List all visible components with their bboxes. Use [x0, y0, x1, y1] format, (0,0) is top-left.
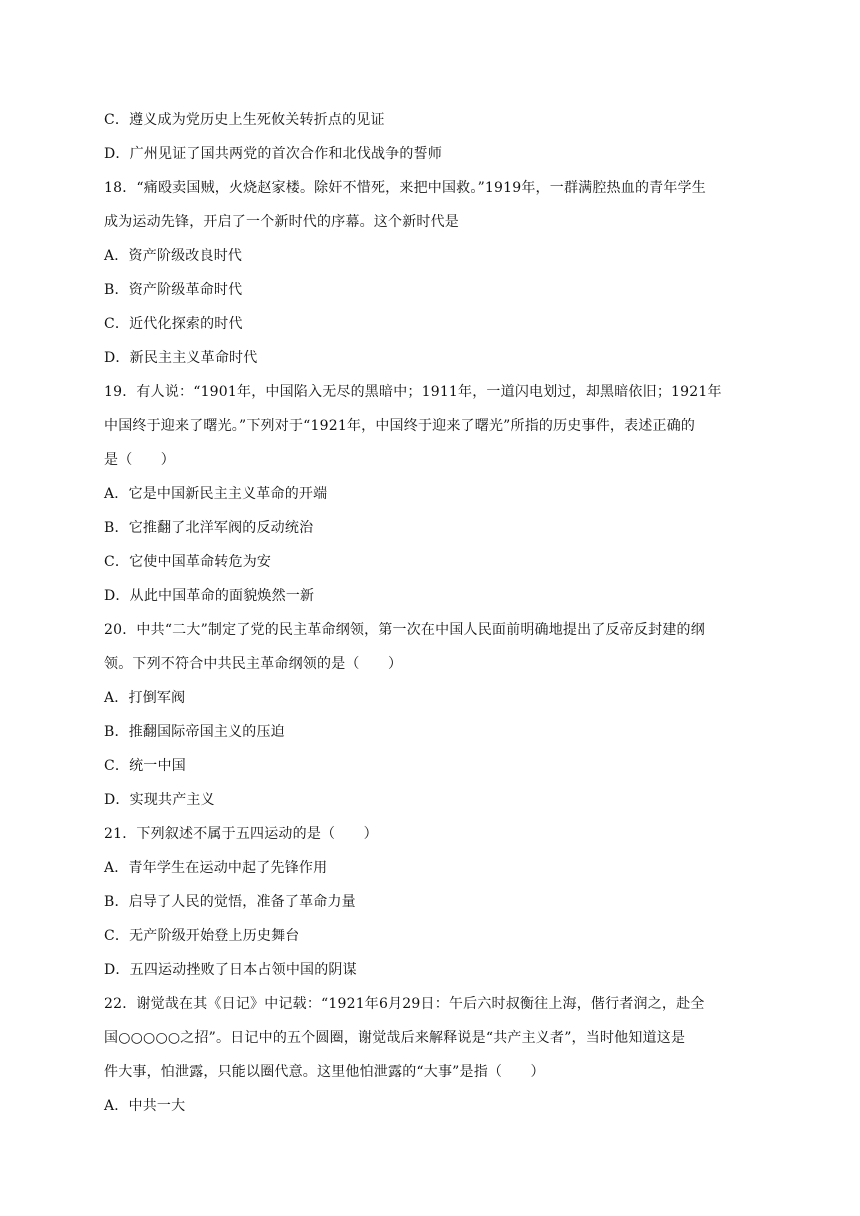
question-22-line-3: 件大事，怕泄露，只能以圈代意。这里他怕泄露的“大事”是指（ ）: [104, 1064, 545, 1080]
question-19-line-3: 是（ ）: [104, 452, 175, 468]
option-21a: A．青年学生在运动中起了先锋作用: [104, 860, 328, 876]
option-19b: B．它推翻了北洋军阀的反动统治: [104, 520, 314, 536]
option-21d: D．五四运动挫败了日本占领中国的阴谋: [104, 962, 357, 978]
option-19d: D．从此中国革命的面貌焕然一新: [104, 588, 315, 604]
option-19a: A．它是中国新民主主义革命的开端: [104, 486, 328, 502]
question-18-line-2: 成为运动先锋，开启了一个新时代的序幕。这个新时代是: [104, 214, 459, 230]
option-18b: B．资产阶级革命时代: [104, 282, 243, 298]
question-20-line-1: 20．中共“二大”制定了党的民主革命纲领，第一次在中国人民面前明确地提出了反帝反封建的纲: [104, 622, 705, 638]
option-18d: D．新民主主义革命时代: [104, 350, 258, 366]
option-19c: C．它使中国革命转危为安: [104, 554, 272, 570]
option-20a: A．打倒军阀: [104, 690, 186, 706]
question-22-line-2: 国○○○○○之招”。日记中的五个圆圈，谢觉哉后来解释说是“共产主义者”，当时他知道这是: [104, 1030, 686, 1046]
option-17c: C．遵义成为党历史上生死攸关转折点的见证: [104, 112, 385, 128]
option-22a: A．中共一大: [104, 1098, 186, 1114]
question-19-line-1: 19．有人说：“1901年，中国陷入无尽的黑暗中；1911年，一道闪电划过，却黑暗依旧；1921年: [104, 384, 722, 400]
question-19-line-2: 中国终于迎来了曙光。”下列对于“1921年，中国终于迎来了曙光”所指的历史事件，表述正确的: [104, 418, 696, 434]
option-18a: A．资产阶级改良时代: [104, 248, 243, 264]
option-20d: D．实现共产主义: [104, 792, 215, 808]
question-21: 21．下列叙述不属于五四运动的是（ ）: [104, 826, 378, 842]
question-20-line-2: 领。下列不符合中共民主革命纲领的是（ ）: [104, 656, 403, 672]
option-18c: C．近代化探索的时代: [104, 316, 243, 332]
option-20c: C．统一中国: [104, 758, 186, 774]
option-21b: B．启导了人民的觉悟，准备了革命力量: [104, 894, 356, 910]
question-18-line-1: 18．“痛殴卖国贼，火烧赵家楼。除奸不惜死，来把中国救。”1919年，一群满腔热血的青年学生: [104, 180, 706, 196]
option-17d: D．广州见证了国共两党的首次合作和北伐战争的誓师: [104, 146, 443, 162]
option-20b: B．推翻国际帝国主义的压迫: [104, 724, 285, 740]
question-22-line-1: 22．谢觉哉在其《日记》中记载：“1921年6月29日：午后六时叔衡往上海，偕行者润之，赴全: [104, 996, 705, 1012]
option-21c: C．无产阶级开始登上历史舞台: [104, 928, 300, 944]
